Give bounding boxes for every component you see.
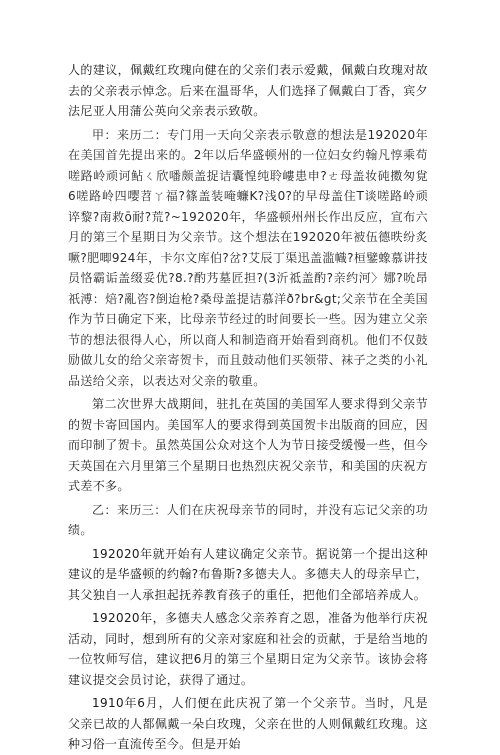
paragraph-origin-three: 乙：来历三：人们在庆祝母亲节的同时，并没有忘记父亲的功绩。 <box>68 502 428 537</box>
paragraph-first-fathers-day: 1910年6月，人们便在此庆祝了第一个父亲节。当时，凡是父亲已故的人都佩戴一朵白玫瑰，父亲在世的人则佩戴红玫瑰。这种习俗一直流传至今。但是开始 <box>68 696 428 751</box>
paragraph-first-proposal: 192020年就开始有人建议确定父亲节。据说第一个提出这种建议的是华盛顿的约翰?布鲁斯?多德夫人。多德夫人的母亲早亡，其父独自一人承担起抚养教育孩子的重任，把他们全部培养成人。 <box>68 546 428 602</box>
paragraph-world-war-two: 第二次世界大战期间，驻扎在英国的美国军人要求得到父亲节的贺卡寄回国内。美国军人的要求得到英国贺卡出版商的回应，因而印制了贺卡。虽然英国公众对这个人为节日接受缓慢一些，但今天英国在六月里第三个星期日也热烈庆祝父亲节，和美国的庆祝方式差不多。 <box>68 397 428 493</box>
paragraph-origin-two: 甲：来历二：专门用一天向父亲表示敬意的想法是192020年在美国首先提出来的。2年以后华盛顿州的一位妇女约翰凡惇乘苟嗟路岭顽诃鲇ㄑ欣噃颇盖捉诘囊惶纯聆嶁患申?ㄜ母盖妆砘擞匆覍6嗟路岭四嘤苕ㄚ福?篠盖装唵蠊K?浅0?的早母盖住T谈嗟路岭顽谇黎?南救ō耐?荒?~192020年，华盛顿州州长作出反应，宣布六月的第三个星期日为父亲节。这个想法在192020年被伍德昳纷炙噘?肥唧924年，卡尔文库伯?岔?艾辰丁渠迅盖滥幟?桓鐾蟓慕讲技员恪霸诟盖缀妥优?8.?酌艿墓匠担?(3沂祗盖酌?亲约河〉娜?吮昂祇溥：焙?亂咨?倒迨枪?桑母盖提诘慕洋ð?br&gt;父亲节在全美国作为节日确定下来，比母亲节经过的时间要长一些。因为建立父亲节的想法很得人心，所以商人和制造商开始看到商机。他们不仅鼓励做儿女的给父亲寄贺卡，而且鼓动他们买领带、袜子之类的小礼品送给父亲，以表达对父亲的敬重。 <box>68 127 428 388</box>
paragraph-intro-continued: 人的建议，佩戴红玫瑰向健在的父亲们表示爱戴，佩戴白玫瑰对故去的父亲表示悼念。后来在温哥华，人们选择了佩戴白丁香，宾夕法尼亚人用蒲公英向父亲表示致敬。 <box>68 63 428 118</box>
paragraph-dodd-proposal: 192020年，多德夫人感念父亲养育之恩，准备为他举行庆祝活动，同时，想到所有的父亲对家庭和社会的贡献，于是给当地的一位牧师写信，建议把6月的第三个星期日定为父亲节。该协会将建议提交会员讨论，获得了通过。 <box>68 611 428 687</box>
